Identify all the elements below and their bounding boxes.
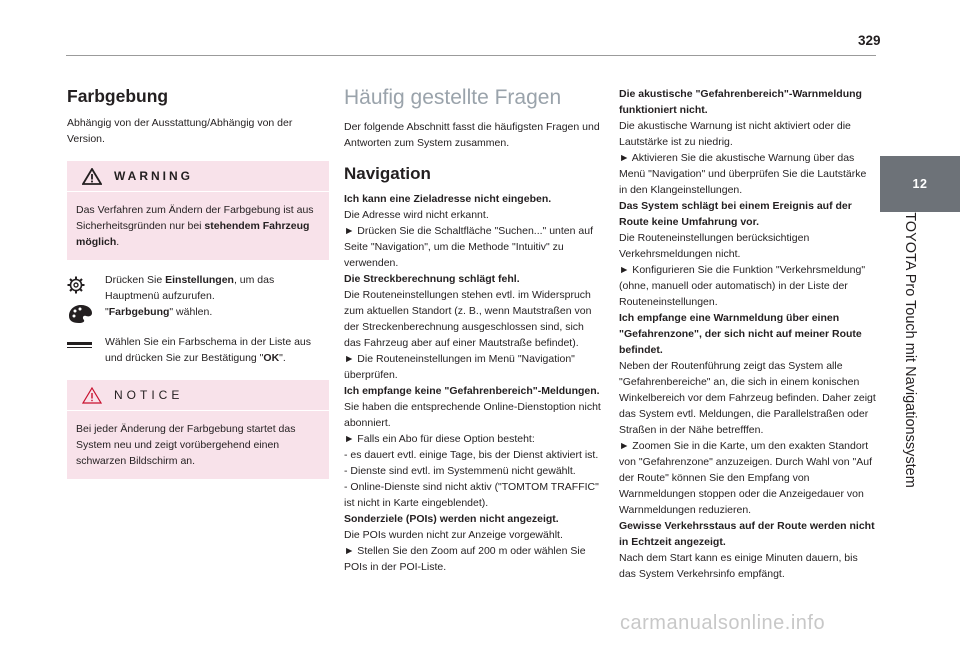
notice-icon [82, 387, 102, 404]
notice-header [67, 380, 329, 410]
step-open-settings: Drücken Sie Einstellungen, um das Hauptmenü aufzurufen. [105, 274, 275, 302]
section-title: Farbgebung [67, 86, 169, 106]
faq-question: Ich empfange eine Warnmeldung über einen "Gefahrenzone", der sich nicht auf meiner Route befindet. [619, 312, 862, 356]
faq-question: Sonderziele (POIs) werden nicht angezeigt. [344, 513, 559, 525]
step-select-colour: "Farbgebung" wählen. [105, 306, 213, 318]
watermark: carmanualsonline.info [620, 612, 826, 634]
faq-answer: Neben der Routenführung zeigt das System alle "Gefahrenbereiche" an, die sich in einem konischen Winkelbereich vor dem Fahrzeug befinden. Daher zeigt das System evtl. Meldungen, die Parallelstraßen oder Straßen in der Nähe betrefffen. [619, 360, 876, 436]
faq-answer: Die akustische Warnung ist nicht aktiviert oder die Lautstärke ist zu niedrig. [619, 120, 851, 148]
notice-label: NOTICE [114, 388, 184, 402]
faq-action: ► Konfigurieren Sie die Funktion "Verkehrsmeldung" (ohne, manuell oder automatisch) in der Liste der Routeneinstellungen. [619, 264, 866, 308]
faq-answer: Die POIs wurden nicht zur Anzeige vorgewählt. [344, 529, 563, 541]
page-number: 329 [858, 33, 881, 48]
notice-box [67, 380, 329, 479]
faq-action: ► Aktivieren Sie die akustische Warnung über das Menü "Navigation" und überprüfen Sie die Lautstärke in den Klangeinstellungen. [619, 152, 867, 196]
column-farbgebung [67, 85, 329, 479]
notice-text: Bei jeder Änderung der Farbgebung startet das System neu und zeigt vorübergehend einen schwarzen Bildschirm an. [76, 423, 296, 467]
faq-answer: Sie haben die entsprechende Online-Dienstoption nicht abonniert. [344, 401, 601, 429]
faq-title: Häufig gestellte Fragen [344, 86, 562, 109]
warning-icon [82, 168, 102, 185]
settings-steps [67, 272, 329, 324]
faq-answer: Die Routeneinstellungen stehen evtl. im Widerspruch zum aktuellen Standort (z. B., wenn Mautstraßen von der Streckenberechnung ausgeschlossen sind, sich das Fahrzeug aber auf einer Mautstraße befindet). [344, 289, 592, 349]
faq-question: Ich empfange keine "Gefahrenbereich"-Meldungen. [344, 385, 600, 397]
confirm-step [67, 334, 329, 366]
faq-question: Das System schlägt bei einem Ereignis auf der Route keine Umfahrung vor. [619, 200, 852, 228]
gear-icon [67, 276, 85, 294]
faq-action: ► Die Routeneinstellungen im Menü "Navigation" überprüfen. [344, 353, 575, 381]
step-confirm-scheme: Wählen Sie ein Farbschema in der Liste aus und drücken Sie zur Bestätigung "OK". [105, 336, 312, 364]
navigation-heading: Navigation [344, 164, 431, 183]
faq-answer: Die Adresse wird nicht erkannt. [344, 209, 489, 221]
selection-bar-icon [67, 340, 93, 352]
palette-icon [67, 304, 93, 324]
faq-question: Die Streckberechnung schlägt fehl. [344, 273, 520, 285]
faq-list-item: - es dauert evtl. einige Tage, bis der Dienst aktiviert ist. [344, 449, 599, 461]
chapter-tab: 12 [880, 156, 960, 212]
faq-intro: Der folgende Abschnitt fasst die häufigsten Fragen und Antworten zum System zusammen. [344, 121, 600, 149]
faq-action: ► Zoomen Sie in die Karte, um den exakten Standort von "Gefahrenzone" anzuzeigen. Durch Wahl von "Auf der Route" können Sie den Empfang von Warnmeldungen stoppen oder die Anzeigedauer von Warnmeldungen reduzieren. [619, 440, 873, 516]
faq-question: Gewisse Verkehrsstaus auf der Route werden nicht in Echtzeit angezeigt. [619, 520, 875, 548]
faq-list-item: - Dienste sind evtl. im Systemmenü nicht gewählt. [344, 465, 576, 477]
faq-action: ► Stellen Sie den Zoom auf 200 m oder wählen Sie POIs in der POI-Liste. [344, 545, 586, 573]
column-faq-continued [619, 86, 877, 582]
chapter-title: TOYOTA Pro Touch mit Navigationssystem [902, 212, 918, 488]
intro-text: Abhängig von der Ausstattung/Abhängig von der Version. [67, 117, 293, 145]
faq-answer: Nach dem Start kann es einige Minuten dauern, bis das System Verkehrsinfo empfängt. [619, 552, 858, 580]
faq-answer: Die Routeneinstellungen berücksichtigen Verkehrsmeldungen nicht. [619, 232, 810, 260]
header-rule [66, 55, 876, 56]
faq-action: ► Drücken Sie die Schaltfläche "Suchen..." unten auf Seite "Navigation", um die Methode "Intuitiv" zu verwenden. [344, 225, 593, 269]
warning-label: WARNING [114, 169, 193, 183]
faq-list-item: - Online-Dienste sind nicht aktiv ("TOMTOM TRAFFIC" ist nicht in Karte eingeblendet). [344, 481, 599, 509]
faq-question: Die akustische "Gefahrenbereich"-Warnmeldung funktioniert nicht. [619, 88, 862, 116]
faq-question: Ich kann eine Zieladresse nicht eingeben. [344, 193, 552, 205]
column-faq [344, 85, 602, 575]
warning-header [67, 161, 329, 191]
warning-box [67, 161, 329, 260]
faq-action: ► Falls ein Abo für diese Option besteht: [344, 433, 535, 445]
warning-text: Das Verfahren zum Ändern der Farbgebung ist aus Sicherheitsgründen nur bei stehendem Fahrzeug möglich. [76, 204, 314, 248]
